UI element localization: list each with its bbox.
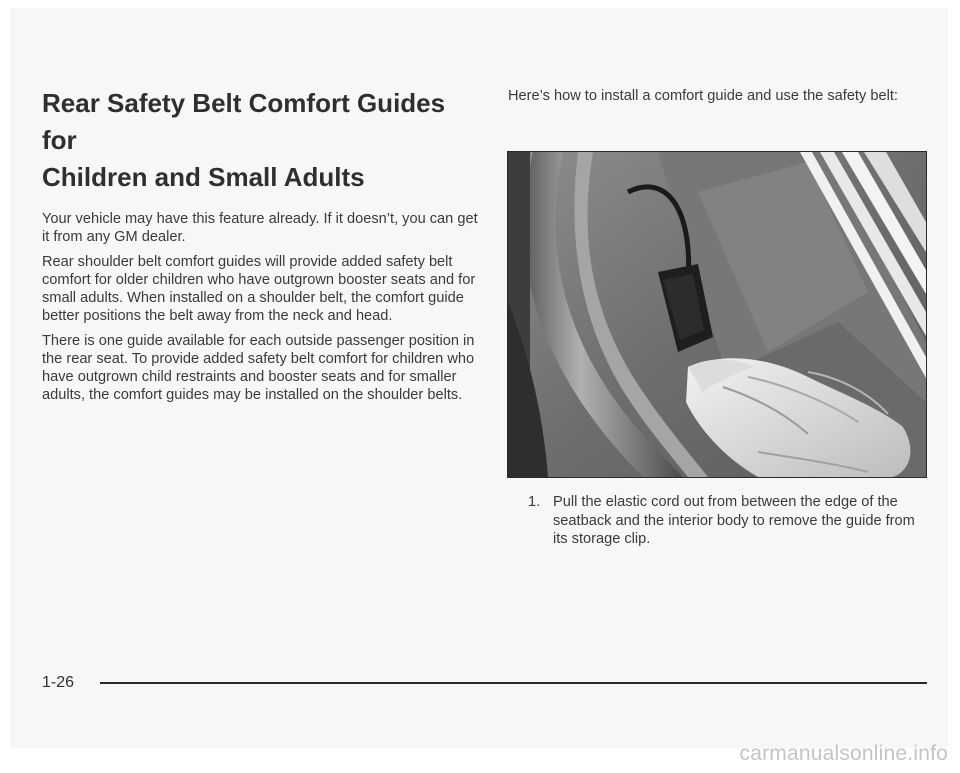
footer-rule bbox=[100, 682, 927, 684]
step-text: Pull the elastic cord out from between the edge of the seatback and the interior body to remove the guide from its storage clip. bbox=[553, 494, 915, 547]
install-step bbox=[528, 493, 928, 549]
paragraph-availability: Your vehicle may have this feature already. If it doesn’t, you can get it from any GM dealer. bbox=[42, 211, 478, 245]
right-column bbox=[508, 87, 928, 105]
section-title-line-2: Children and Small Adults bbox=[42, 162, 365, 192]
comfort-guide-illustration bbox=[508, 152, 926, 477]
paragraph-benefit: Rear shoulder belt comfort guides will provide added safety belt comfort for older children who have outgrown booster seats and for small adults. When installed on a shoulder belt, the comfort guide better positions the belt away from the neck and head. bbox=[42, 254, 476, 324]
left-column bbox=[42, 85, 482, 411]
page-number: 1-26 bbox=[42, 674, 75, 691]
step-number: 1. bbox=[528, 494, 541, 510]
paragraph-positions: There is one guide available for each outside passenger position in the rear seat. To provide added safety belt comfort for children who have outgrown child restraints and booster seats and for smaller adults, the comfort guides may be installed on the shoulder belts. bbox=[42, 333, 475, 403]
section-title-line-1: Rear Safety Belt Comfort Guides for bbox=[42, 88, 446, 155]
watermark: carmanualsonline.info bbox=[739, 742, 948, 765]
install-steps bbox=[528, 493, 928, 549]
section-title bbox=[42, 85, 482, 196]
comfort-guide-photo bbox=[507, 151, 927, 478]
install-intro: Here’s how to install a comfort guide and use the safety belt: bbox=[508, 88, 898, 104]
